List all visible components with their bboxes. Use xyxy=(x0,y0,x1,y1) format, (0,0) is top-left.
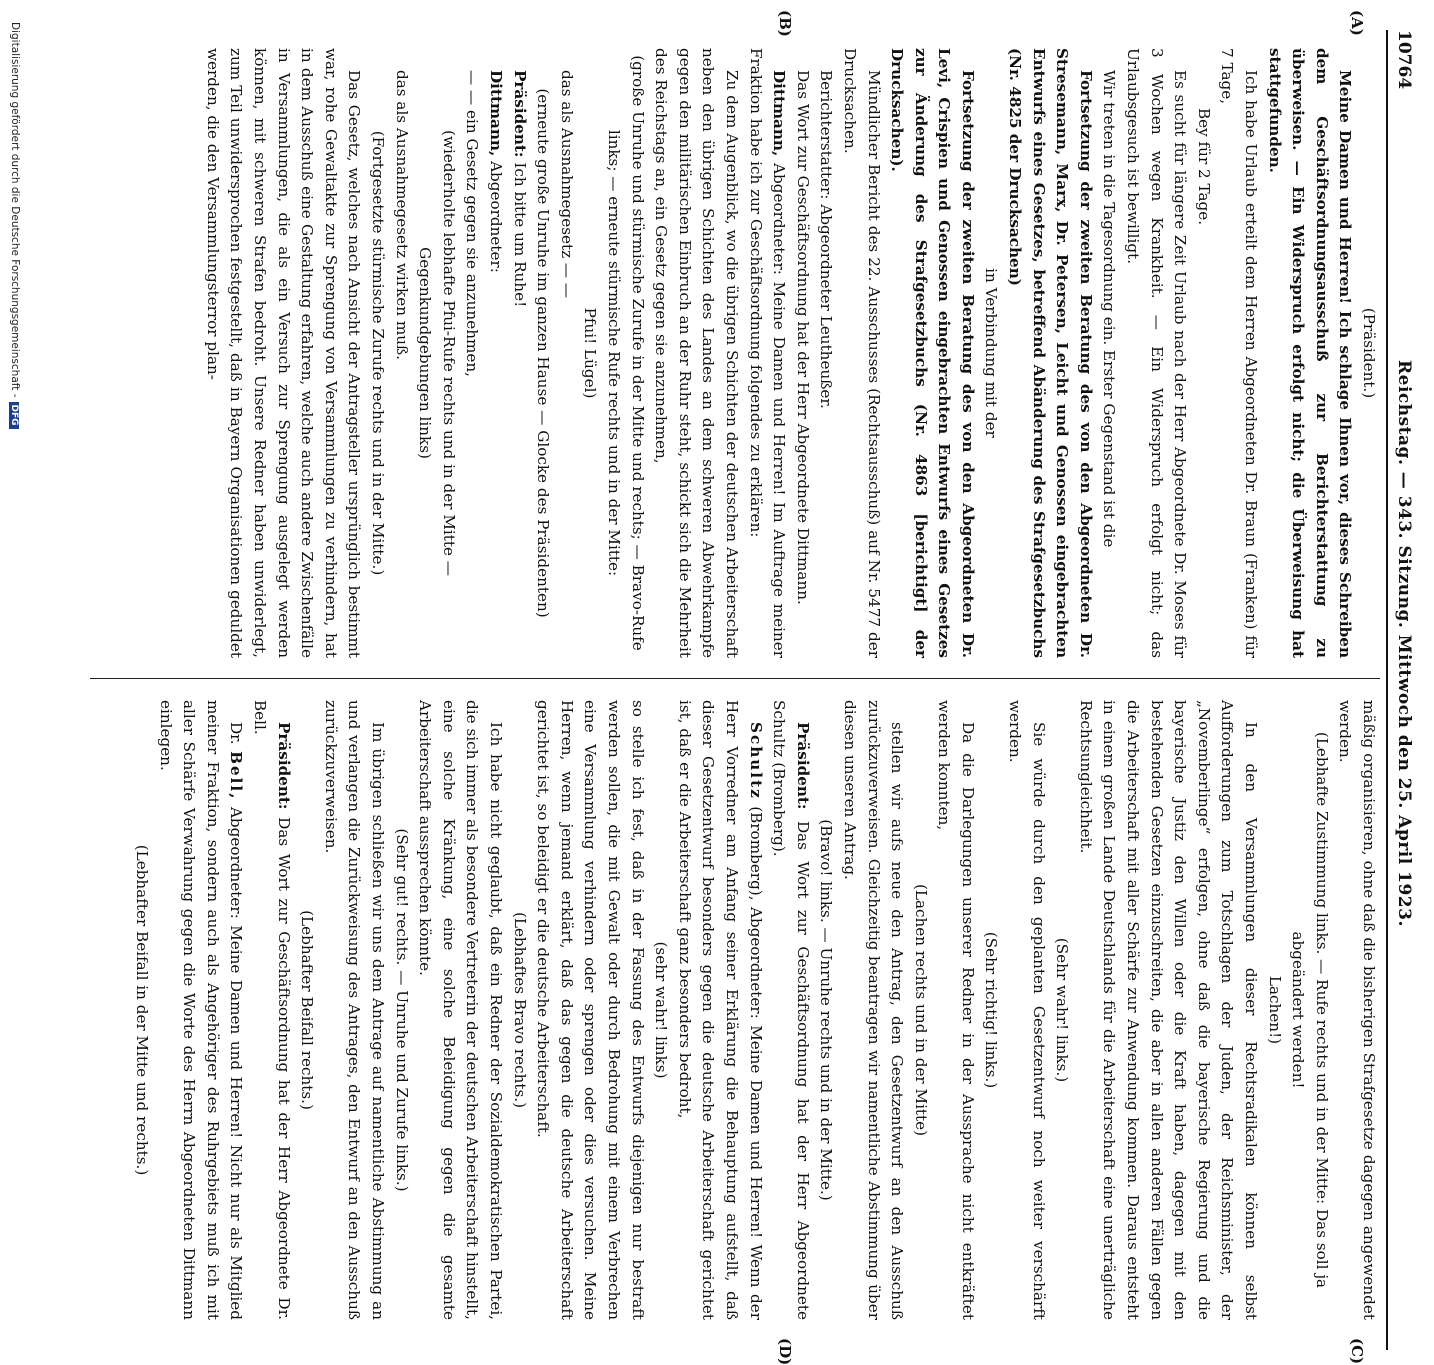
speech xyxy=(507,48,531,658)
speaker-name: Schultz xyxy=(746,722,765,800)
speaker-note: (Präsident.) xyxy=(1360,307,1378,399)
left-column xyxy=(80,48,1380,658)
interjection: (Lebhafter Beifall in der Mitte und rechts.) xyxy=(133,844,152,1176)
credit-text: Digitalisierung gefördert durch die Deutsche Forschungsgemeinschaft - xyxy=(9,22,21,398)
paragraph: Das Gesetz, welches nach Ansicht der Antragsteller ursprünglich bestimmt war, rohe Gewaltakte zur Sprengung von Versammlungen zu verhindern, hat in dem Ausschuß eine Gestaltung erfahren, welche auch andere Zwischenfälle in Versammlungen, die als ein Versuch zur Sprengung ausgelegt werden können, mit schweren Strafen bedroht. Unsere Redner haben unwiderlegt, zum Teil unwidersprochen festgestellt, daß in Bayern Organisationen geduldet werden, die den Versammlungsterror plan- xyxy=(203,48,364,658)
interjection: (Lebhafter Beifall rechts.) xyxy=(298,910,317,1110)
paragraph: Ich habe Urlaub erteilt dem Herren Abgeordneten Dr. Braun (Franken) für 7 Tage, xyxy=(1218,48,1261,658)
speech-text: Das Wort zur Geschäftsordnung hat der Herr Abgeordnete Dr. Bell. xyxy=(251,700,293,1321)
speech xyxy=(672,700,766,1320)
paragraph: — — ein Gesetz gegen sie anzunehmen, xyxy=(463,70,482,377)
speaker-name: Präsident: xyxy=(793,722,812,810)
speaker-name: Präsident: xyxy=(510,70,529,158)
margin-marker-b: (B) xyxy=(776,10,794,37)
paragraph: das als Ausnahmegesetz — — xyxy=(557,70,576,299)
speech-text: Abgeordneter: Meine Damen und Herren! Nicht nur als Mitglied meiner Fraktion, sondern auch als Angehöriger des Ruhrgebiets muß ich mit aller Schärfe Verwahrung gegen die Worte des Herrn Abgeordneten Dittmann einlegen. xyxy=(156,700,246,1321)
speech-text: Abgeordneter: Meine Damen und Herren! Im Auftrage meiner Fraktion habe ich zur Geschäftsordnung folgendes zu erklären: xyxy=(746,48,789,658)
speech xyxy=(483,48,507,658)
paragraph: Bey für 2 Tage. xyxy=(1194,108,1213,226)
paragraph: Es sucht für längere Zeit Urlaub nach der Herr Abgeordnete Dr. Moses für 3 Wochen wegen Krankheit. — Ein Widerspruch erfolgt nicht; das Urlaubsgesuch ist bewilligt. xyxy=(1124,48,1190,658)
speaker-title: Dr. xyxy=(227,722,246,745)
interjection: (Bravo! links. — Unruhe rechts und in der Mitte.) xyxy=(817,819,836,1201)
right-column xyxy=(80,700,1380,1320)
interjection: (Sehr richtig! links.) xyxy=(982,931,1001,1089)
speaker-name: Dittmann, xyxy=(770,70,789,157)
paragraph: Im übrigen schließen wir uns dem Antrage auf namentliche Abstimmung an und verlangen die Zurückweisung des Antrages, den Entwurf an den Ausschuß zurückzuverweisen. xyxy=(321,700,388,1320)
paragraph: Berichterstatter: Abgeordneter Leutheußer. xyxy=(817,70,836,409)
speech-text: Ich bitte um Ruhe! xyxy=(510,162,529,308)
paragraph: das als Ausnahmegesetz wirken muß. xyxy=(392,70,411,360)
interjection: (Fortgesetzte stürmische Zurufe rechts und in der Mitte.) xyxy=(369,130,388,576)
page-number: 10764 xyxy=(1394,30,1414,90)
margin-marker-a: (A) xyxy=(1348,10,1366,36)
paragraph: Meine Damen und Herren! Ich schlage Ihnen vor, dieses Schreiben dem Geschäftsordnungsausschuß zur Berichterstattung zu überweisen. — Ein Widerspruch erfolgt nicht; die Überweisung hat stattgefunden. xyxy=(1265,48,1355,658)
interjection: (große Unruhe und stürmische Zurufe in der Mitte und rechts; — Bravo-Rufe links; — erneute stürmische Rufe rechts und in der Mitte: xyxy=(605,55,647,651)
speech-text: Das Wort zur Geschäftsordnung hat der Herr Abgeordnete Schultz (Bromberg). xyxy=(770,700,812,1321)
paragraph: Sie würde durch den geplanten Gesetzentwurf noch weiter verschärft werden. xyxy=(1006,700,1048,1320)
interjection: (Lebhaftes Bravo rechts.) xyxy=(510,911,529,1109)
dfg-logo: DFG xyxy=(9,402,19,429)
interjection: (wiederholte lebhafte Pfui-Rufe rechts und in der Mitte — Gegenkundgebungen links) xyxy=(416,130,458,576)
speaker-name: Präsident: xyxy=(274,722,293,810)
paragraph: mäßig organisieren, ohne daß die bisherigen Strafgesetze dagegen angewendet werden. xyxy=(1336,700,1378,1320)
running-title: Reichstag. — 343. Sitzung. Mittwoch den 25. April 1923. xyxy=(1394,360,1414,927)
margin-marker-c: (C) xyxy=(1348,1338,1366,1365)
interjection: (Lachen rechts und in der Mitte) xyxy=(911,883,930,1137)
paragraph: Zu dem Augenblick, wo die übrigen Schichten der deutschen Arbeiterschaft neben den übrigen Schichten des Landes an dem schweren Abwehrkampfe gegen den militärischen Einbruch an der Ruhr steht, schickt sich die Mehrheit des Reichstags an, ein Gesetz gegen sie anzunehmen, xyxy=(652,48,741,658)
margin-marker-d: (D) xyxy=(776,1338,794,1365)
interjection: (Sehr wahr! links.) xyxy=(1053,937,1072,1083)
speech xyxy=(153,700,247,1320)
paragraph: Da die Darlegungen unserer Redner in der Aussprache nicht entkräftet werden konnten, xyxy=(935,700,977,1320)
interjection: Lachen!) xyxy=(1265,975,1284,1045)
interjection: (Lebhafte Zustimmung links. — Rufe rechts und in der Mitte: Das soll ja abgeändert werden! xyxy=(1289,731,1331,1289)
speaker-name: Dittmann, xyxy=(487,70,506,157)
speaker-name: Bell, xyxy=(227,751,246,801)
page-header xyxy=(1386,30,1418,1350)
paragraph: Das Wort zur Geschäftsordnung hat der Herr Abgeordnete Dittmann. xyxy=(793,70,812,605)
paragraph: Ich habe nicht geglaubt, daß ein Redner der Sozialdemokratischen Partei, die sich immer als besondere Vertreterin der deutschen Arbeiterschaft hinstellt, eine solche Kränkung, eine solche Beleidigung gegen die gesamte Arbeiterschaft aussprechen könnte. xyxy=(416,700,506,1320)
paragraph: stellen wir aufs neue den Antrag, den Gesetzentwurf an den Ausschuß zurückzuverweisen. Gleichzeitig beantragen wir namentliche Abstimmung über diesen unseren Antrag. xyxy=(840,700,907,1320)
speech xyxy=(743,48,790,658)
speech-text: (Bromberg), Abgeordneter: Meine Damen und Herren! Wenn der Herr Vorredner am Anfang seiner Erklärung die Behauptung aufstellt, daß dieser Gesetzentwurf besonders gegen die deutsche Arbeiterschaft gerichtet ist, daß er die Arbeiterschaft ganz besonders bedroht, xyxy=(675,700,765,1321)
interjection: (sehr wahr! links) xyxy=(652,941,671,1079)
column-divider xyxy=(90,678,1380,679)
speech-text: Abgeordneter: xyxy=(487,161,506,273)
speech xyxy=(767,700,814,1320)
interjection: (erneute große Unruhe im ganzen Hause — Glocke des Präsidenten) xyxy=(534,88,553,618)
agenda-item: Fortsetzung der zweiten Beratung des von den Abgeordneten Dr. Stresemann, Marx, Dr. Petersen, Leicht und Genossen eingebrachten Entwurfs eines Gesetzes, betreffend Abänderung des Strafgesetzbuchs (Nr. 4825 der Drucksachen) xyxy=(1006,48,1095,658)
speech xyxy=(248,700,295,1320)
paragraph: In den Versammlungen dieser Rechtsradikalen können selbst Aufforderungen zum Totschlagen der Juden, der Reichsminister, der „Novemberlinge“ erfolgen, ohne daß die bayerische Regierung und die bayerische Justiz den Willen oder die Kraft haben, dagegen mit den bestehenden Gesetzen einzuschreiten, die aber in allen anderen Fällen gegen die Arbeiterschaft mit aller Schärfe zur Anwendung kommen. Daraus entsteht in einem großen Lande Deutschlands für die Arbeiterschaft eine unerträgliche Rechtsungleichheit. xyxy=(1076,700,1261,1320)
interjection: (Sehr gut! rechts. — Unruhe und Zurufe links.) xyxy=(392,828,411,1192)
paragraph: in Verbindung mit der xyxy=(982,268,1001,438)
paragraph: so stelle ich fest, daß in der Fassung des Entwurfs diejenigen nur bestraft werden sollen, die mit Gewalt oder durch Bedrohung mit einem Verbrechen eine Versammlung verhindern oder sprengen oder dies versuchen. Meine Herren, wenn jemand erklärt, daß das gegen die deutsche Arbeiterschaft gerichtet ist, so beleidigt er die deutsche Arbeiterschaft. xyxy=(534,700,647,1320)
agenda-item: Fortsetzung der zweiten Beratung des von den Abgeordneten Dr. Levi, Crispien und Genossen eingebrachten Entwurfs eines Gesetzes zur Änderung des Strafgesetzbuchs (Nr. 4863 [berichtigt] der Drucksachen). xyxy=(888,48,977,658)
digitization-credit xyxy=(9,22,21,429)
paragraph: Wir treten in die Tagesordnung ein. Erster Gegenstand ist die xyxy=(1100,70,1119,548)
interjection: Pfui! Lügel) xyxy=(581,307,600,399)
paragraph: Mündlicher Bericht des 22. Ausschusses (Rechtsausschuß) auf Nr. 5477 der Drucksachen. xyxy=(840,48,883,658)
